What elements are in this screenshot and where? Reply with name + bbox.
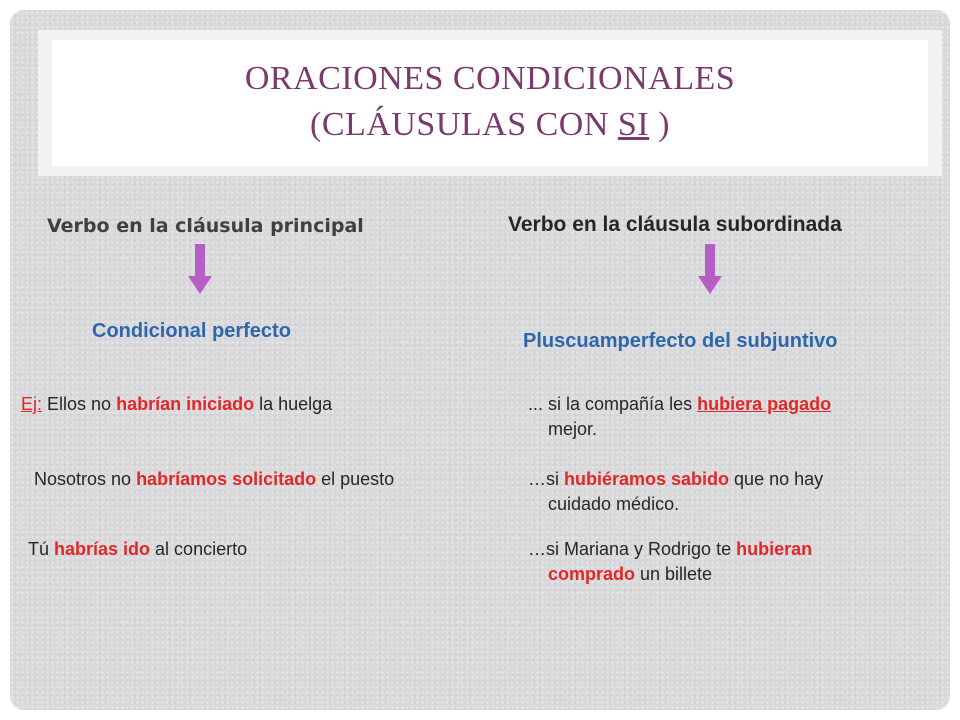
example-3-sub-verb-1: hubieran — [736, 539, 813, 559]
example-2-sub — [528, 467, 938, 517]
example-3-main-pre: Tú — [28, 539, 55, 559]
example-1-sub — [528, 392, 938, 442]
slide-title — [52, 40, 928, 166]
example-3-main — [28, 537, 247, 562]
title-line-2 — [52, 102, 928, 148]
example-3-sub-pre: …si Mariana y Rodrigo te — [528, 539, 737, 559]
example-1-main-verb: habrían iniciado — [116, 394, 255, 414]
example-3-main-post: al concierto — [150, 539, 248, 559]
example-3-sub-post: un billete — [635, 564, 713, 584]
left-form-label: Condicional perfecto — [92, 320, 291, 342]
example-1-sub-verb: hubiera pagado — [697, 394, 832, 414]
example-label: Ej: — [21, 394, 43, 414]
left-column-heading: Verbo en la cláusula principal — [47, 215, 364, 237]
example-3-main-verb: habrías ido — [54, 539, 151, 559]
title-si: SI — [617, 106, 650, 143]
example-3-sub-verb-2: comprado — [548, 564, 636, 584]
right-form-label: Pluscuamperfecto del subjuntivo — [523, 330, 838, 352]
down-arrow-left-icon — [188, 244, 212, 296]
slide — [10, 10, 950, 710]
title-line-2-prefix: (CLÁUSULAS CON — [310, 106, 618, 143]
example-2-sub-pre: …si — [528, 469, 564, 489]
example-2-main-post: el puesto — [316, 469, 395, 489]
title-frame — [38, 30, 942, 176]
example-2-sub-verb: hubiéramos sabido — [564, 469, 730, 489]
example-2-sub-post-2: cuidado médico. — [548, 494, 680, 514]
example-1-sub-pre: ... si la compañía les — [528, 394, 698, 414]
example-3-sub — [528, 537, 938, 587]
example-3-sub-line-2 — [528, 562, 938, 587]
example-2-main-verb: habríamos solicitado — [136, 469, 317, 489]
example-1-main-pre: Ellos no — [47, 394, 117, 414]
title-line-1: ORACIONES CONDICIONALES — [244, 60, 736, 97]
right-column-heading: Verbo en la cláusula subordinada — [508, 213, 842, 236]
example-2-main-pre: Nosotros no — [34, 469, 137, 489]
example-1-main-post: la huelga — [254, 394, 333, 414]
title-line-2-suffix: ) — [649, 106, 670, 143]
example-2-main — [34, 467, 394, 492]
example-1-sub-post: mejor. — [548, 419, 598, 439]
down-arrow-right-icon — [698, 244, 722, 296]
example-1-main — [21, 392, 332, 417]
example-2-sub-post-1: que no hay — [729, 469, 824, 489]
